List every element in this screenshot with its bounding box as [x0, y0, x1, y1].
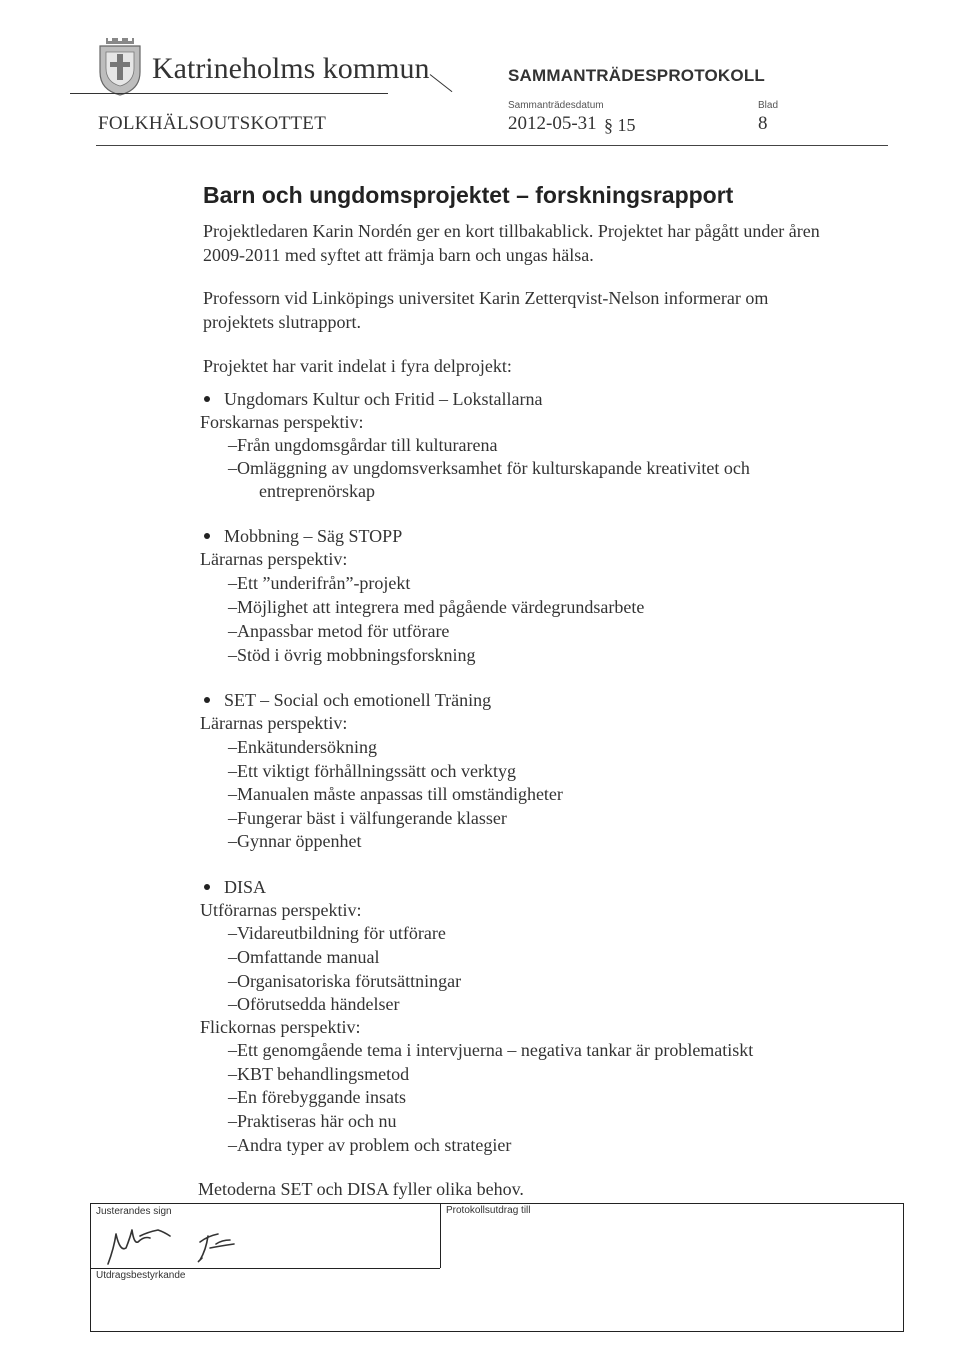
bullet-icon	[204, 697, 210, 703]
list-item: –Ett viktigt förhållningssätt och verktyg	[228, 761, 516, 781]
list-item: –Manualen måste anpassas till omständigheter	[228, 784, 563, 804]
list-item: –En förebyggande insats	[228, 1087, 406, 1107]
perspective-label: Forskarnas perspektiv:	[200, 412, 364, 432]
perspective-label: Flickornas perspektiv:	[200, 1017, 361, 1037]
paragraph-1-line-2: 2009-2011 med syftet att främja barn och ungas hälsa.	[203, 245, 594, 265]
list-item: –KBT behandlingsmetod	[228, 1064, 410, 1084]
projects-intro: Projektet har varit indelat i fyra delprojekt:	[203, 356, 512, 376]
list-item: –Organisatoriska förutsättningar	[228, 971, 462, 991]
list-item: –Ett genomgående tema i intervjuerna – negativa tankar är problematiskt	[228, 1040, 754, 1060]
list-item: –Fungerar bäst i välfungerande klasser	[228, 808, 507, 828]
perspective-label: Lärarnas perspektiv:	[200, 713, 348, 733]
org-underline	[70, 93, 388, 94]
footer-divider	[90, 1268, 440, 1269]
project-title: Ungdomars Kultur och Fritid – Lokstallarna	[204, 387, 542, 411]
list-item: –Ett ”underifrån”-projekt	[228, 573, 411, 593]
list-item: –Omfattande manual	[228, 947, 380, 967]
conclusion: Metoderna SET och DISA fyller olika behov.	[198, 1179, 524, 1199]
section-heading: Barn och ungdomsprojektet – forskningsrapport	[203, 182, 734, 208]
page-label: Blad	[758, 100, 779, 111]
list-item: –Möjlighet att integrera med pågående värdegrundsarbete	[228, 597, 645, 617]
project-title: SET – Social och emotionell Träning	[204, 688, 491, 712]
footer-vertical-divider	[440, 1203, 441, 1268]
municipal-crest-icon	[98, 38, 142, 96]
list-item: –Praktiseras här och nu	[228, 1111, 397, 1131]
list-item: –Andra typer av problem och strategier	[228, 1135, 512, 1155]
page-number: 8	[758, 113, 768, 134]
utdragsbestyrkande-label: Utdragsbestyrkande	[96, 1270, 186, 1281]
list-item: –Oförutsedda händelser	[228, 994, 400, 1014]
paragraph-2-line-1: Professorn vid Linköpings universitet Karin Zetterqvist-Nelson informerar om	[203, 288, 769, 308]
list-item: –Vidareutbildning för utförare	[228, 923, 446, 943]
list-item: –Från ungdomsgårdar till kulturarena	[228, 435, 498, 455]
bullet-icon	[204, 396, 210, 402]
paragraph-1-line-1: Projektledaren Karin Nordén ger en kort tillbakablick. Projektet har pågått under åren	[203, 221, 820, 241]
bullet-icon	[204, 533, 210, 539]
list-item: –Enkätundersökning	[228, 737, 377, 757]
header-rule	[96, 145, 888, 146]
perspective-label: Utförarnas perspektiv:	[200, 900, 362, 920]
perspective-label: Lärarnas perspektiv:	[200, 549, 348, 569]
date-label: Sammanträdesdatum	[508, 100, 604, 111]
protokollsutdrag-label: Protokollsutdrag till	[446, 1205, 531, 1216]
justerandes-sign-label: Justerandes sign	[96, 1206, 172, 1217]
org-slash-mark	[430, 74, 453, 92]
project-title: Mobbning – Säg STOPP	[204, 524, 402, 548]
bullet-icon	[204, 884, 210, 890]
list-item: –Anpassbar metod för utförare	[228, 621, 450, 641]
list-item: –Omläggning av ungdomsverksamhet för kulturskapande kreativitet och	[228, 458, 750, 478]
handwritten-signature	[104, 1218, 254, 1268]
list-item-continuation: entreprenörskap	[259, 481, 375, 501]
organization-name: Katrineholms kommun	[152, 52, 430, 85]
list-item: –Gynnar öppenhet	[228, 831, 362, 851]
paragraph-2-line-2: projektets slutrapport.	[203, 312, 361, 332]
project-title: DISA	[204, 875, 266, 899]
document-type: SAMMANTRÄDESPROTOKOLL	[508, 66, 765, 85]
committee-name: FOLKHÄLSOUTSKOTTET	[98, 113, 327, 134]
paragraph-number: § 15	[604, 115, 636, 135]
list-item: –Stöd i övrig mobbningsforskning	[228, 645, 476, 665]
meeting-date: 2012-05-31	[508, 113, 597, 134]
